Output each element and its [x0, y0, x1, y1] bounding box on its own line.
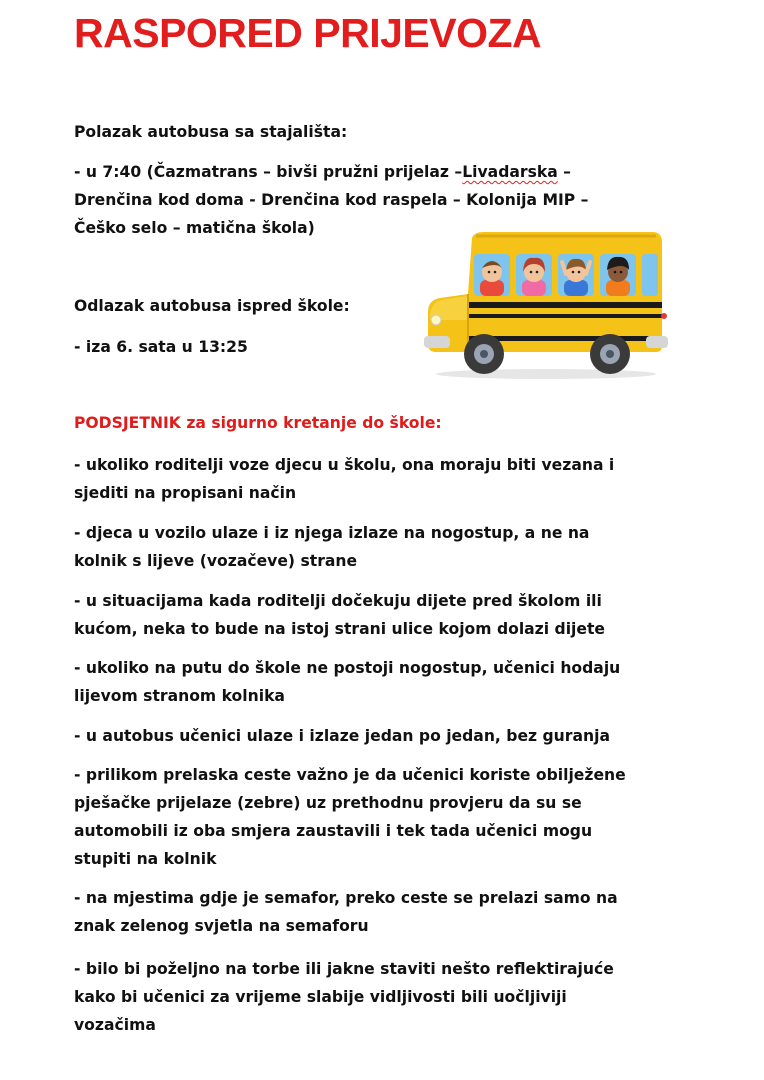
departure-route: - u 7:40 (Čazmatrans – bivši pružni prijelaz –Livadarska – Drenčina kod doma - Drenčina kod raspela – Kolonija MIP – Češko selo – matična škola) [74, 163, 589, 237]
reminder-item: - djeca u vozilo ulaze i iz njega izlaze na nogostup, a ne na kolnik s lijeve (vozačeve) strane [74, 524, 590, 570]
reminder-item: - u situacijama kada roditelji dočekuju dijete pred školom ili kućom, neka to bude na istoj strani ulice kojom dolazi dijete [74, 592, 605, 638]
reminder-item: - u autobus učenici ulaze i izlaze jedan po jedan, bez guranja [74, 727, 610, 745]
reminder-item: - prilikom prelaska ceste važno je da učenici koriste obilježene pješačke prijelaze (zebre) uz prethodnu provjeru da su se automobili iz oba smjera zaustavili i tek tada učenici mogu stupiti na kolnik [74, 766, 626, 868]
page-title: RASPORED PRIJEVOZA [74, 10, 542, 56]
reminder-item: - ukoliko na putu do škole ne postoji nogostup, učenici hodaju lijevom stranom kolnika [74, 659, 621, 705]
spellcheck-word: Livadarska [462, 163, 558, 181]
school-bus-illustration [424, 228, 668, 380]
child-figure [522, 258, 546, 296]
departure-heading: Polazak autobusa sa stajališta: [74, 123, 348, 141]
return-time: - iza 6. sata u 13:25 [74, 338, 248, 356]
child-figure [606, 257, 630, 296]
reminder-heading: PODSJETNIK za sigurno kretanje do škole: [74, 414, 442, 432]
reminder-item: - ukoliko roditelji voze djecu u školu, ona moraju biti vezana i sjediti na propisani način [74, 456, 615, 502]
return-heading: Odlazak autobusa ispred škole: [74, 297, 350, 315]
reminder-item: - na mjestima gdje je semafor, preko ceste se prelazi samo na znak zelenog svjetla na semaforu [74, 889, 618, 935]
reminder-item: - bilo bi poželjno na torbe ili jakne staviti nešto reflektirajuće kako bi učenici za vrijeme slabije vidljivosti bili uočljiviji vozačima [74, 960, 614, 1034]
